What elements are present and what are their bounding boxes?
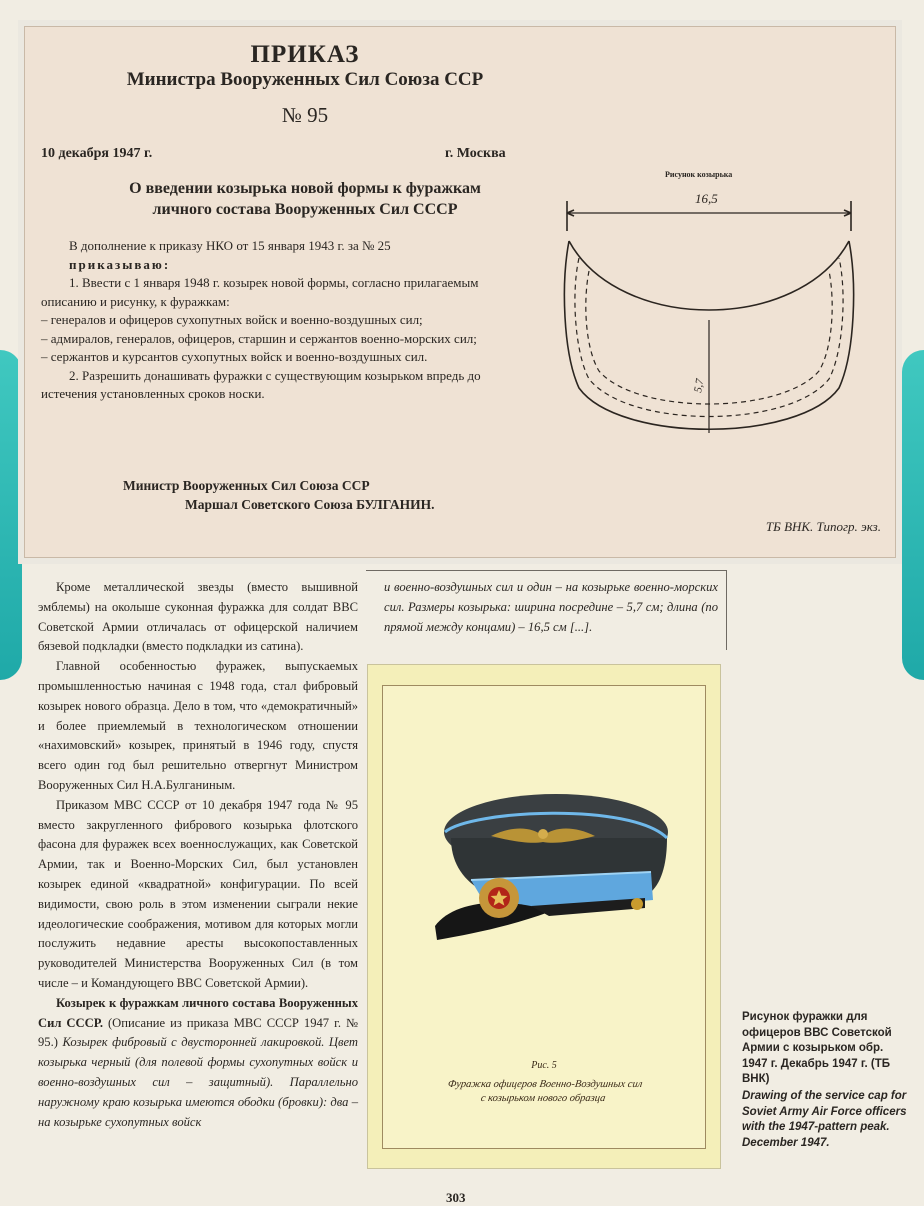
order-item-2: 2. Разрешить донашивать фуражки с существующим козырьком впредь до истечения установленных сроков носки. [41, 367, 481, 401]
order-item-1-a: – генералов и офицеров сухопутных войск и военно-воздушных сил; [41, 312, 423, 327]
peak-drawing-label: Рисунок козырька [665, 170, 733, 179]
order-number: № 95 [281, 103, 329, 127]
dim-length-label: 16,5 [695, 191, 718, 206]
order-item-1-b: – адмиралов, генералов, офицеров, старшин и сержантов военно-морских сил; [41, 330, 477, 346]
article-column-left [38, 578, 358, 1132]
order-intro: В дополнение к приказу НКО от 15 января 1943 г. за № 25 [69, 238, 391, 253]
column-divider [366, 570, 726, 571]
order-document [24, 26, 896, 558]
order-item-1: 1. Ввести с 1 января 1948 г. козырек новой формы, согласно прилагаемым описанию и рисунку, к фуражкам: [41, 275, 479, 309]
plate-caption [381, 1078, 707, 1106]
article-paragraph: Приказом МВС СССР от 10 декабря 1947 года № 95 вместо закругленного фибрового козырька флотского фасона для фуражек всех военнослужащих, как Советской Армии, так и Военно-Морских Сил, был установлен козырек единой «квадратной» конфигурации. По всей видимости, свою роль в этом изменении сыграли некие идеологические соображения, мотивом для которых могли послужить недавние аресты высокопоставленных руководителей Министерства Вооруженных Сил (в том числе – и Командующего ВВС Советской Армии). [38, 797, 358, 990]
plate-caption-line2: с козырьком нового образца [480, 1093, 607, 1104]
order-title: ПРИКАЗ [250, 41, 360, 68]
article-paragraph: Кроме металлической звезды (вместо вышивной эмблемы) на околыше суконная фуражка для солдат ВВС Советской Армии отличалась от офицерской наличием бязевой подкладки (вместо подкладки из сатина). [38, 580, 358, 654]
plate-figure-number: Рис. 5 [531, 1060, 557, 1071]
order-signature-name: Маршал Советского Союза БУЛГАНИН. [185, 497, 435, 512]
illustration-plate [367, 664, 721, 1169]
order-body [41, 237, 521, 404]
page-edge-tab-left [0, 350, 22, 680]
order-footer: ТБ ВНК. Типогр. экз. [765, 519, 881, 534]
order-signature-title: Министр Вооруженных Сил Союза ССР [123, 478, 370, 493]
dim-width-label: 5,7 [692, 377, 707, 394]
article-quote-continued: и военно-воздушных сил и один – на козырьке военно-морских сил. Размеры козырька: ширина посредине – 5,7 см; длина (по прямой между концами) – 16,5 см [...]. [384, 580, 718, 634]
service-cap-illustration [431, 780, 671, 950]
order-date: 10 декабря 1947 г. [41, 146, 153, 161]
order-command: приказываю: [69, 256, 171, 272]
page-number: 303 [446, 1190, 466, 1205]
column-divider-vertical [726, 570, 727, 650]
quote-source: (Описание из приказа МВС СССР 1947 г. № 95.) [38, 1015, 358, 1050]
order-subject [55, 178, 555, 220]
article-paragraph: Главной особенностью фуражек, выпускаемых промышленностью начиная с 1948 года, стал фибровый козырек нового образца. Дело в том, что «демократичный» и более приемлемый в технологическом отношении «нахимовский» козырек, принятый в 1946 году, спустя всего один год был решительно отвергнут Министром Вооруженных Сил Н.А.Булганиным. [38, 659, 358, 792]
order-subject-line2: личного состава Вооруженных Сил СССР [152, 201, 458, 218]
quote-text: Козырек фибровый с двусторонней лакировкой. Цвет козырька черный (для полевой формы сухопутных войск и военно-воздушных сил – защитный). Параллельно наружному краю козырька имеются ободки (бровки): два – на козырьке сухопутных войск [38, 1035, 358, 1129]
article-paragraph-quote [38, 994, 358, 1133]
figure-caption-ru: Рисунок фуражки для офицеров ВВС Советской Армии с козырьком обр. 1947 г. Декабрь 1947 г. (ТБ ВНК) [742, 1011, 892, 1085]
plate-border [382, 685, 706, 1149]
page-edge-tab-right [902, 350, 924, 680]
plate-caption-line1: Фуражка офицеров Военно-Воздушных сил [447, 1079, 644, 1090]
quote-heading: Козырек к фуражкам личного состава Вооруженных Сил СССР. [38, 995, 358, 1030]
figure-caption-en: Drawing of the service cap for Soviet Army Air Force officers with the 1947-pattern peak. December 1947. [742, 1090, 907, 1149]
order-item-1-c: – сержантов и курсантов сухопутных войск и военно-воздушных сил. [41, 349, 428, 364]
order-issuer: Министра Вооруженных Сил Союза ССР [126, 69, 484, 90]
order-subject-line1: О введении козырька новой формы к фуражкам [129, 180, 481, 197]
peak-drawing [559, 183, 859, 453]
order-city: г. Москва [445, 146, 506, 161]
